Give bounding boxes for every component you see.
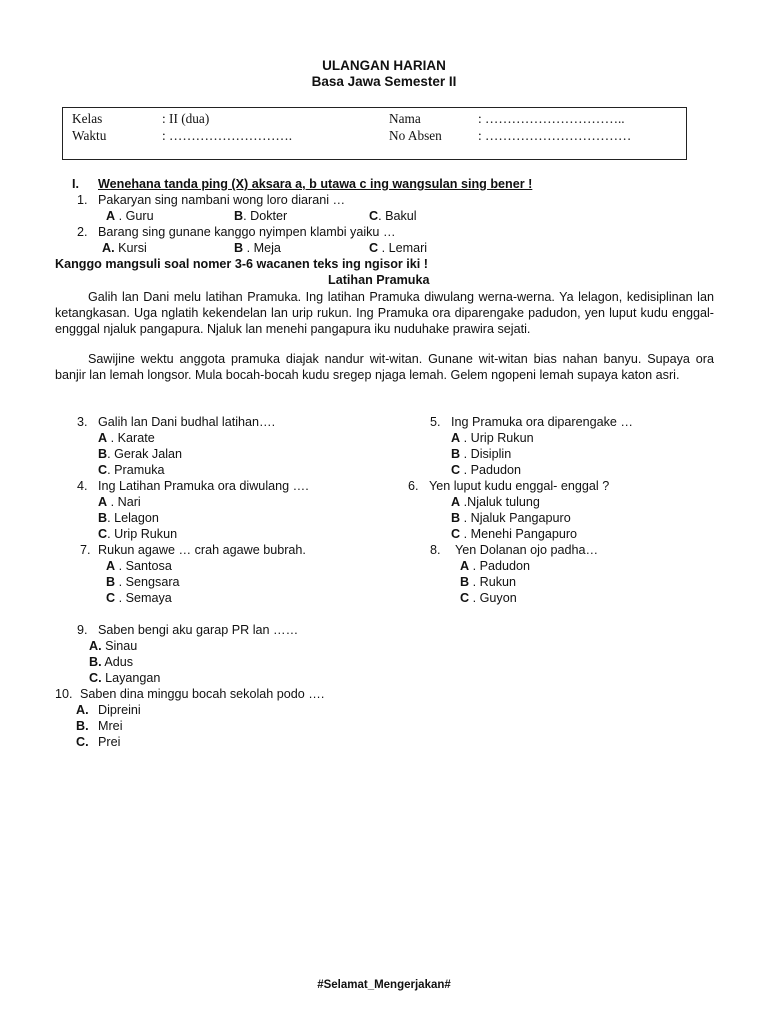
q6-option-a — [451, 495, 540, 510]
q10-option-b-letter: B. — [76, 719, 89, 733]
q3-number: 3. — [77, 415, 88, 429]
q5-number: 5. — [430, 415, 441, 429]
q10-option-c-text: Prei — [98, 735, 121, 749]
option-text: . Meja — [243, 241, 281, 255]
option-letter: A — [98, 431, 108, 445]
q3-option-b — [98, 447, 182, 462]
option-text: . Urip Rukun — [107, 527, 178, 541]
q8-number: 8. — [430, 543, 441, 557]
option-text: Layangan — [101, 671, 161, 685]
q3-text: Galih lan Dani budhal latihan…. — [98, 415, 276, 429]
q8-option-c — [460, 591, 517, 606]
q10-option-c-letter: C. — [76, 735, 89, 749]
q7-option-c — [106, 591, 172, 606]
option-letter: B — [451, 511, 461, 525]
option-text: . Disiplin — [460, 447, 512, 461]
q9-option-b — [89, 655, 133, 670]
kelas-value: : II (dua) — [162, 111, 210, 126]
q9-option-a — [89, 639, 137, 654]
q2-option-c — [369, 241, 427, 256]
q8-text: Yen Dolanan ojo padha… — [455, 543, 599, 557]
reading-paragraph-2 — [55, 351, 714, 383]
section-numeral: I. — [72, 177, 79, 191]
paragraph-text: Sawijine wektu anggota pramuka diajak nandur wit-witan. Gunane wit-witan bias nahan banyu. Supaya ora banjir lan lemah longsor. Mula bocah-bocah kudu sregep njaga lemah. Gelem ngopeni lemah supaya katon asri. — [55, 352, 714, 382]
option-letter: A — [460, 559, 470, 573]
q2-option-a — [102, 241, 147, 256]
option-letter: A — [451, 431, 461, 445]
option-letter: C — [460, 591, 470, 605]
q10-option-a-letter: A. — [76, 703, 89, 717]
q5-option-c — [451, 463, 521, 478]
q4-option-c — [98, 527, 177, 542]
option-letter: B — [234, 241, 244, 255]
option-letter: B — [98, 511, 108, 525]
section-instruction: Wenehana tanda ping (X) aksara a, b utawa c ing wangsulan sing bener ! — [98, 177, 533, 191]
option-text: . Dokter — [243, 209, 288, 223]
option-text: . Padudon — [469, 559, 531, 573]
q10-number: 10. — [55, 687, 73, 701]
absen-label: No Absen — [389, 128, 442, 143]
option-text: . Menehi Pangapuro — [460, 527, 578, 541]
option-text: . Sengsara — [115, 575, 180, 589]
q9-text: Saben bengi aku garap PR lan …… — [98, 623, 299, 637]
option-letter: C — [106, 591, 116, 605]
option-letter: C — [451, 463, 461, 477]
q6-option-b — [451, 511, 571, 526]
option-letter: C — [98, 463, 108, 477]
option-text: . Bakul — [378, 209, 417, 223]
reading-instruction: Kanggo mangsuli soal nomer 3-6 wacanen teks ing ngisor iki ! — [55, 257, 428, 271]
option-letter: A — [98, 495, 108, 509]
q2-text: Barang sing gunane kanggo nyimpen klambi yaiku … — [98, 225, 396, 239]
q10-text: Saben dina minggu bocah sekolah podo …. — [80, 687, 325, 701]
option-text: . Santosa — [115, 559, 172, 573]
q7-option-a — [106, 559, 172, 574]
page-title: ULANGAN HARIAN — [322, 58, 446, 73]
option-letter: C — [98, 527, 108, 541]
option-letter: B. — [89, 655, 102, 669]
q7-number: 7. — [80, 543, 91, 557]
q7-text: Rukun agawe … crah agawe bubrah. — [98, 543, 306, 557]
option-text: . Semaya — [115, 591, 172, 605]
option-letter: C. — [89, 671, 102, 685]
option-letter: C — [451, 527, 461, 541]
q5-text: Ing Pramuka ora diparengake … — [451, 415, 634, 429]
option-text: . Gerak Jalan — [107, 447, 183, 461]
page-subtitle: Basa Jawa Semester II — [311, 74, 457, 89]
q1-number: 1. — [77, 193, 88, 207]
option-text: . Nari — [107, 495, 141, 509]
option-text: . Padudon — [460, 463, 522, 477]
option-text: . Pramuka — [107, 463, 165, 477]
option-text: Kursi — [114, 241, 147, 255]
q4-number: 4. — [77, 479, 88, 493]
nama-value: : ………………………….. — [478, 111, 625, 126]
q2-number: 2. — [77, 225, 88, 239]
q6-option-c — [451, 527, 577, 542]
option-letter: A — [451, 495, 461, 509]
option-text: .Njaluk tulung — [460, 495, 540, 509]
option-letter: A — [106, 559, 116, 573]
option-text: Sinau — [101, 639, 138, 653]
q10-option-b-text: Mrei — [98, 719, 123, 733]
waktu-label: Waktu — [72, 128, 107, 143]
waktu-value: : ………………………. — [162, 128, 293, 143]
option-letter: A. — [102, 241, 115, 255]
option-letter: A — [106, 209, 116, 223]
q3-option-a — [98, 431, 155, 446]
q6-number: 6. — [408, 479, 419, 493]
reading-paragraph-1 — [55, 289, 714, 337]
option-letter: B — [98, 447, 108, 461]
q5-option-a — [451, 431, 534, 446]
option-letter: C — [369, 209, 379, 223]
q1-option-a — [106, 209, 154, 224]
q2-option-b — [234, 241, 281, 256]
q1-text: Pakaryan sing nambani wong loro diarani … — [98, 193, 346, 207]
option-text: . Njaluk Pangapuro — [460, 511, 571, 525]
absen-value: : …………………………… — [478, 128, 632, 143]
q7-option-b — [106, 575, 180, 590]
q8-option-b — [460, 575, 516, 590]
q3-option-c — [98, 463, 165, 478]
option-letter: C — [369, 241, 379, 255]
nama-label: Nama — [389, 111, 421, 126]
q5-option-b — [451, 447, 511, 462]
option-letter: B — [460, 575, 470, 589]
q1-option-b — [234, 209, 287, 224]
q9-option-c — [89, 671, 160, 686]
option-text: . Karate — [107, 431, 155, 445]
option-text: . Lemari — [378, 241, 428, 255]
option-text: . Rukun — [469, 575, 517, 589]
paragraph-text: Galih lan Dani melu latihan Pramuka. Ing latihan Pramuka diwulang werna-werna. Ya lelagon, kedisiplinan lan ketangkasan. Uga nglatih kekendelan lan urip rukun. Ing Pramuka ora diparengake padudon, yen luput kudu enggal-engggal njaluk pangapura. Njaluk lan menehi pangapura iku nuduhake prawira sejati. — [55, 290, 714, 336]
q10-option-a-text: Dipreini — [98, 703, 141, 717]
footer-message: #Selamat_Mengerjakan# — [317, 979, 451, 991]
option-letter: A. — [89, 639, 102, 653]
q1-option-c — [369, 209, 417, 224]
q4-option-a — [98, 495, 141, 510]
option-text: Adus — [101, 655, 134, 669]
q8-option-a — [460, 559, 530, 574]
q6-text: Yen luput kudu enggal- enggal ? — [429, 479, 610, 493]
q4-text: Ing Latihan Pramuka ora diwulang …. — [98, 479, 309, 493]
option-text: . Guru — [115, 209, 154, 223]
kelas-label: Kelas — [72, 111, 103, 126]
q4-option-b — [98, 511, 159, 526]
option-text: . Urip Rukun — [460, 431, 534, 445]
reading-title: Latihan Pramuka — [328, 273, 430, 287]
option-text: . Lelagon — [107, 511, 159, 525]
option-letter: B — [106, 575, 116, 589]
option-letter: B — [234, 209, 244, 223]
option-text: . Guyon — [469, 591, 517, 605]
q9-number: 9. — [77, 623, 88, 637]
option-letter: B — [451, 447, 461, 461]
